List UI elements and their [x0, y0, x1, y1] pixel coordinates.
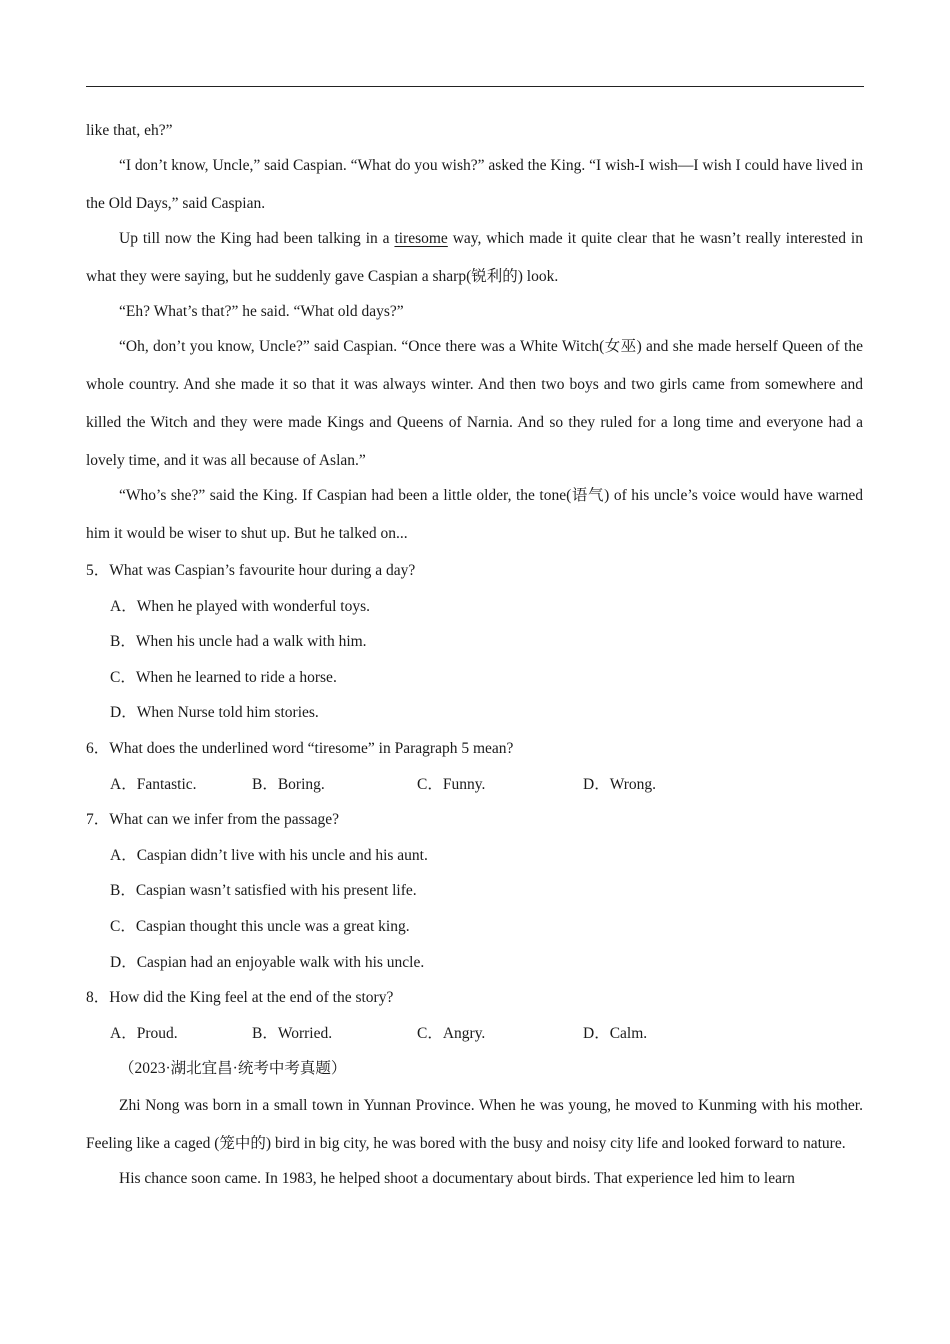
question-source: （2023·湖北宜昌·统考中考真题） — [119, 1060, 347, 1078]
answer-option[interactable]: D．Caspian had an enjoyable walk with his uncle. — [110, 953, 425, 971]
passage-paragraph: “I don’t know, Uncle,” said Caspian. “What do you wish?” asked the King. “I wish-I wish—I wish I could have lived in the Old Days,” said Caspian. — [86, 157, 863, 212]
passage-paragraph: Zhi Nong was born in a small town in Yunnan Province. When he was young, he moved to Kunming with his mother. Feeling like a caged (笼中的) bird in big city, he was bored with the busy and noisy city life and looked forward to nature. — [86, 1096, 863, 1152]
answer-option[interactable]: B．Caspian wasn’t satisfied with his present life. — [110, 882, 417, 900]
answer-option[interactable]: C．When he learned to ride a horse. — [110, 668, 337, 686]
passage-paragraph — [86, 220, 863, 296]
answer-option[interactable]: C．Caspian thought this uncle was a great king. — [110, 917, 410, 935]
answer-option[interactable]: A．Proud. — [110, 1024, 178, 1042]
question-stem: 6．What does the underlined word “tiresome” in Paragraph 5 mean? — [86, 739, 514, 757]
answer-option[interactable]: C．Funny. — [417, 775, 486, 793]
question-stem: 5．What was Caspian’s favourite hour during a day? — [86, 562, 416, 579]
answer-option[interactable]: C．Angry. — [417, 1024, 486, 1042]
answer-option[interactable]: D．Calm. — [583, 1024, 648, 1042]
question-stem: 8．How did the King feel at the end of the story? — [86, 989, 394, 1007]
underlined-word: tiresome — [394, 230, 448, 247]
answer-option[interactable]: B．Boring. — [252, 775, 325, 793]
header-rule — [86, 86, 864, 87]
answer-option[interactable]: D．When Nurse told him stories. — [110, 704, 319, 722]
answer-option[interactable]: D．Wrong. — [583, 775, 656, 793]
passage-paragraph: “Oh, don’t you know, Uncle?” said Caspian. “Once there was a White Witch(女巫) and she made herself Queen of the whole country. And she made it so that it was always winter. And then two boys and two girls came from somewhere and killed the Witch and they were made Kings and Queens of Narnia. And so they ruled for a long time and everyone had a lovely time, and it was all because of Aslan.” — [86, 338, 863, 469]
document-page — [86, 112, 863, 1198]
answer-option[interactable]: A．When he played with wonderful toys. — [110, 597, 370, 615]
passage-paragraph: “Eh? What’s that?” he said. “What old days?” — [119, 303, 404, 320]
answer-option-row — [110, 1016, 863, 1052]
answer-option[interactable]: A．Fantastic. — [110, 775, 197, 793]
answer-option[interactable]: B．Worried. — [252, 1024, 333, 1042]
answer-option[interactable]: B．When his uncle had a walk with him. — [110, 633, 367, 651]
passage-paragraph: like that, eh?” — [86, 122, 173, 139]
passage-text: Up till now the King had been talking in a — [119, 230, 395, 247]
question-stem: 7．What can we infer from the passage? — [86, 811, 340, 829]
passage-text: way, which made it quite clear that he wasn’t really interested in what they were saying, but he suddenly gave Caspian a sharp(锐利的) look. — [86, 230, 863, 285]
answer-option[interactable]: A．Caspian didn’t live with his uncle and his aunt. — [110, 846, 428, 864]
passage-paragraph: “Who’s she?” said the King. If Caspian had been a little older, the tone(语气) of his uncle’s voice would have warned him it would be wiser to shut up. But he talked on... — [86, 487, 863, 542]
passage-paragraph: His chance soon came. In 1983, he helped shoot a documentary about birds. That experience led him to learn — [119, 1169, 795, 1187]
answer-option-row — [110, 767, 863, 803]
